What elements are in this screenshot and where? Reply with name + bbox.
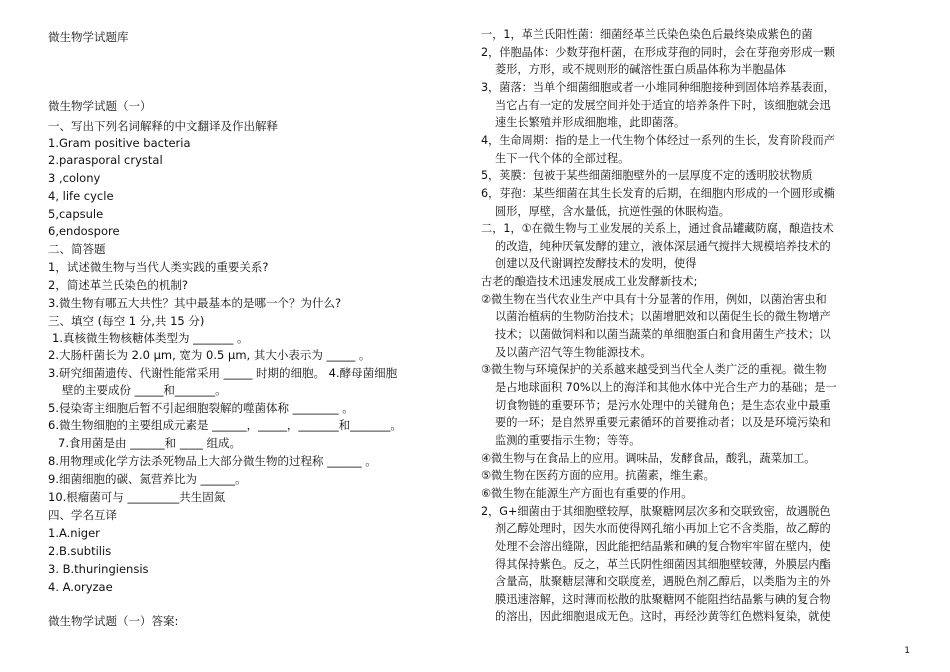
right-text-line: 技术；以菌做饲料和以菌当蔬菜的单细胞蛋白和食用菌生产技术；以	[495, 328, 831, 341]
right-text-line: 3，菌落：当单个细菌细胞或者一小堆同种细胞接种到固体培养基表面，	[481, 81, 835, 94]
right-text-line: 二，1，①在微生物与工业发展的关系上，通过食品罐藏防腐，酿造技术	[481, 222, 834, 235]
left-text-line: 5.侵染寄主细胞后暂不引起细胞裂解的噬菌体称 ________ 。	[48, 401, 354, 415]
left-text-line: 6,endospore	[48, 224, 120, 238]
right-text-line: 要的一环；是自然界重要元素循环的首要推动者；以及是环境污染和	[495, 416, 831, 429]
right-text-line: 生下一代个体的全部过程。	[495, 152, 630, 165]
left-text-line: 二、简答题	[48, 242, 106, 256]
left-text-line: 1，试述微生物与当代人类实践的重要关系?	[48, 260, 269, 274]
left-text-line: 壁的主要成份 _____和_______。	[62, 383, 227, 397]
right-text-line: ⑥微生物在能源生产方面也有重要的作用。	[481, 487, 693, 500]
left-text-line: 三、填空 (每空 1 分,共 15 分)	[48, 314, 205, 328]
left-text-line: 四、学名互译	[48, 508, 117, 522]
right-text-line: 2，伴胞晶体：少数芽孢杆菌，在形成芽孢的同时，会在芽孢旁形成一颗	[481, 46, 835, 59]
right-text-line: 是占地球面积 70%以上的海洋和其他水体中光合生产力的基础；是一	[495, 381, 837, 394]
left-text-line: 8.用物理或化学方法杀死物品上大部分微生物的过程称 ______ 。	[48, 454, 377, 468]
right-text-line: 监测的重要指示生物；等等。	[495, 434, 641, 447]
left-text-line: 一、写出下列名词解释的中文翻译及作出解释	[48, 119, 278, 133]
left-text-line: 1.Gram positive bacteria	[48, 136, 191, 150]
left-text-line: 10.根瘤菌可与 _________共生固氮	[48, 490, 226, 504]
page-number: 1	[904, 646, 910, 656]
right-text-line: 一，1，革兰氏阳性菌：细菌经革兰氏染色染色后最终染成紫色的菌	[481, 28, 813, 41]
left-text-line: 3.微生物有哪五大共性？其中最基本的是哪一个？为什么?	[48, 296, 342, 310]
left-text-line: 3.研究细菌遗传、代谢性能常采用 _____ 时期的细胞。 4.酵母菌细胞	[48, 366, 398, 380]
right-text-line: 含量高，肽聚糖层薄和交联度差，遇脱色剂乙醇后，以类脂为主的外	[495, 575, 831, 588]
right-text-line: 得其保持紫色。反之，革兰氏阴性细菌因其细胞壁较薄，外膜层内酯	[495, 558, 831, 571]
right-text-line: 4，生命周期：指的是上一代生物个体经过一系列的生长，发育阶段而产	[481, 134, 835, 147]
left-text-line: 2.大肠杆菌长为 2.0 μm, 宽为 0.5 μm, 其大小表示为 _____ 。	[48, 348, 371, 362]
right-text-line: 创建以及代谢调控发酵技术的发明，使得	[495, 257, 697, 270]
left-text-line: 微生物学试题（一）答案:	[48, 614, 179, 628]
left-text-line: 2.B.subtilis	[48, 544, 112, 558]
left-text-line: 5,capsule	[48, 207, 104, 221]
left-text-line: 1.真核微生物核糖体类型为 _______ 。	[52, 331, 249, 345]
right-text-line: 圆形，厚壁，含水量低，抗逆性强的休眠构造。	[495, 205, 730, 218]
right-text-line: 剂乙醇处理时，因失水而使得网孔缩小再加上它不含类脂，故乙醇的	[495, 522, 831, 535]
right-text-line: ②微生物在当代农业生产中具有十分显著的作用，例如，以菌治害虫和	[481, 293, 827, 306]
left-text-line: 4, life cycle	[48, 189, 114, 203]
right-text-line: ③微生物与环境保护的关系越来越受到当代全人类广泛的重视。微生物	[481, 363, 827, 376]
right-text-line: 古老的酿造技术迅速发展成工业发酵新技术;	[481, 275, 698, 288]
left-text-line: 1.A.niger	[48, 526, 100, 540]
document-header: 微生物学试题库	[48, 30, 129, 44]
right-text-line: 切食物链的重要环节；是污水处理中的关键角色；是生态农业中最重	[495, 399, 831, 412]
left-text-line: 3. B.thuringiensis	[48, 562, 149, 576]
right-text-line: 的改造，纯种厌氧发酵的建立，液体深层通气搅拌大规模培养技术的	[495, 240, 831, 253]
right-text-line: 以菌治植病的生物防治技术；以菌增肥效和以菌促生长的微生物增产	[495, 310, 831, 323]
left-text-line: 2.parasporal crystal	[48, 153, 163, 167]
left-text-line: 微生物学试题（一）	[48, 99, 152, 113]
left-text-line: 4. A.oryzae	[48, 580, 113, 594]
right-text-line: 当它占有一定的发展空间并处于适宜的培养条件下时，该细胞就会迅	[495, 99, 831, 112]
right-text-line: 2，G+细菌由于其细胞壁较厚，肽聚糖网层次多和交联致密，故遇脱色	[481, 505, 831, 518]
right-text-line: ⑤微生物在医药方面的应用。抗菌素，维生素。	[481, 469, 715, 482]
right-text-line: 处理不会溶出缝隙，因此能把结晶紫和碘的复合物牢牢留在壁内，使	[495, 540, 831, 553]
right-text-line: 菱形，方形，或不规则形的碱溶性蛋白质晶体称为半胞晶体	[495, 63, 786, 76]
right-text-line: 5，荚膜：包被于某些细菌细胞壁外的一层厚度不定的透明胶状物质	[481, 169, 813, 182]
left-text-line: 9.细菌细胞的碳、氮营养比为 ______。	[48, 472, 247, 486]
right-text-line: 的溶出，因此细胞退成无色。这时，再经沙黄等红色燃料复染，就使	[495, 610, 831, 623]
right-text-line: 及以菌产沼气等生物能源技术。	[495, 346, 652, 359]
left-text-line: 7.食用菌是由 ______和 ____ 组成。	[58, 436, 241, 450]
left-text-line: 3 ,colony	[48, 171, 101, 185]
left-text-line: 2，简述革兰氏染色的机制?	[48, 278, 188, 292]
right-text-line: 6，芽孢：某些细菌在其生长发育的后期，在细胞内形成的一个圆形或椭	[481, 187, 835, 200]
right-text-line: 膜迅速溶解，这时薄而松散的肽聚糖网不能阻挡结晶紫与碘的复合物	[495, 593, 831, 606]
left-text-line: 6.微生物细胞的主要组成元素是 ______，_____，_______和_______。	[48, 418, 402, 432]
right-text-line: 速生长繁殖并形成细胞堆，此即菌落。	[495, 116, 686, 129]
right-text-line: ④微生物与在食品上的应用。调味品，发酵食品，酸乳，蔬菜加工。	[481, 452, 816, 465]
